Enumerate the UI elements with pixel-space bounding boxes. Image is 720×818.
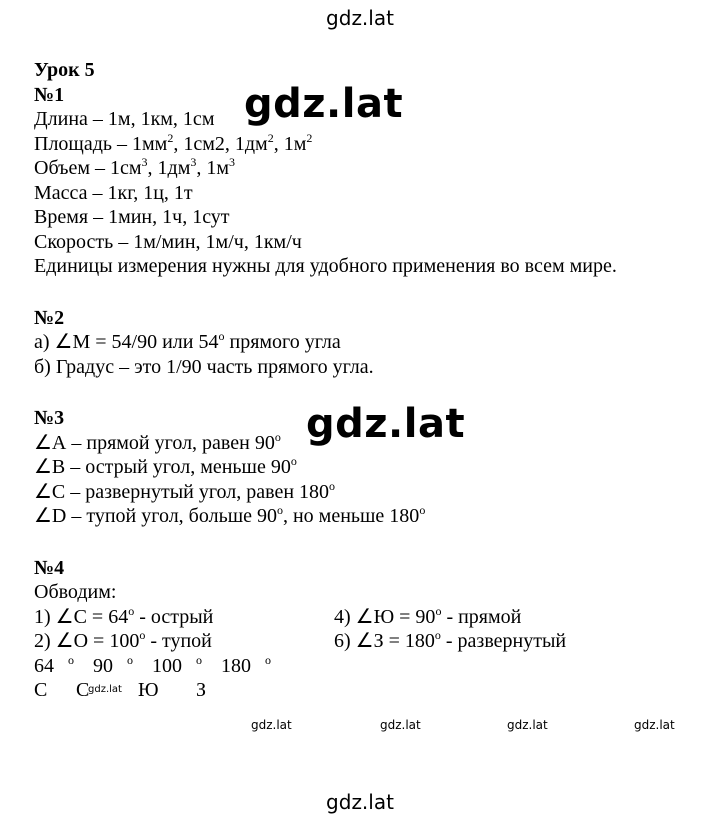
watermark-inline: gdz.lat	[88, 684, 122, 695]
degree-value: 180 $^о$	[221, 652, 271, 677]
watermark-row-item: gdz.lat	[634, 718, 675, 732]
task-3-line-b: ∠В – острый угол, меньше $90^о$	[34, 454, 297, 478]
task-4-item-2: 2) ∠О = $100^о$ - тупой	[34, 628, 212, 652]
task-1-length: Длина – 1м, 1км, 1см	[34, 108, 215, 130]
task-4-item-4: 4) ∠Ю = $90^о$ - прямой	[334, 603, 522, 628]
degree-value: 100 $^о$	[152, 652, 202, 677]
watermark-row-item: gdz.lat	[251, 718, 292, 732]
degree-value: 64 $^о$	[34, 652, 74, 677]
task-3-line-c: ∠С – развернутый угол, равен $180^о$	[34, 478, 336, 503]
task-1-number: №1	[34, 83, 65, 106]
answer-letter: Ю	[138, 679, 159, 701]
watermark-top: gdz.lat	[326, 6, 394, 30]
task-4-row-1	[34, 605, 617, 630]
task-4-row-2	[34, 629, 617, 654]
task-4-letters-row	[34, 678, 617, 702]
watermark-bottom: gdz.lat	[326, 790, 394, 814]
task-3-number: №3	[34, 407, 65, 429]
answer-letter: З	[196, 679, 207, 701]
task-2-answer-a: а) ∠М = 54/90 или $54^о$ прямого угла	[34, 329, 341, 353]
task-1-note: Единицы измерения нужны для удобного применения во всем мире.	[34, 255, 617, 277]
lesson-title: Урок 5	[34, 59, 95, 81]
watermark-large-1: gdz.lat	[244, 81, 404, 127]
task-3-line-d: ∠D – тупой угол, больше $90^о$, но меньше $180^о$	[34, 503, 426, 527]
task-1-area: Площадь – $1мм^2$, 1см2, $1дм^2$, $1м^2$	[34, 130, 313, 155]
task-3-line-a: ∠А – прямой угол, равен $90^о$	[34, 429, 281, 454]
task-4-item-6: 6) ∠З = $180^о$ - развернутый	[334, 628, 567, 652]
task-1-time: Время – 1мин, 1ч, 1сут	[34, 206, 230, 228]
answer-letter: С	[34, 679, 48, 701]
answer-letter: С	[76, 679, 90, 701]
task-4-degrees-row	[34, 654, 617, 679]
task-4-number: №4	[34, 556, 65, 579]
task-1-mass: Масса – 1кг, 1ц, 1т	[34, 181, 193, 204]
task-4-intro: Обводим:	[34, 581, 117, 603]
degree-value: 90 $^о$	[93, 652, 133, 677]
watermark-large-2: gdz.lat	[306, 401, 466, 447]
watermark-row-item: gdz.lat	[380, 718, 421, 732]
watermark-row-item: gdz.lat	[507, 718, 548, 732]
task-4-item-1: 1) ∠С = $64^о$ - острый	[34, 603, 214, 628]
task-2-number: №2	[34, 306, 65, 329]
task-2-answer-b: б) Градус – это 1/90 часть прямого угла.	[34, 355, 374, 378]
document-body	[34, 58, 617, 702]
task-1-volume: Объем – $1см^3$, $1дм^3$, $1м^3$	[34, 155, 236, 179]
task-1-speed: Скорость – 1м/мин, 1м/ч, 1км/ч	[34, 230, 302, 253]
